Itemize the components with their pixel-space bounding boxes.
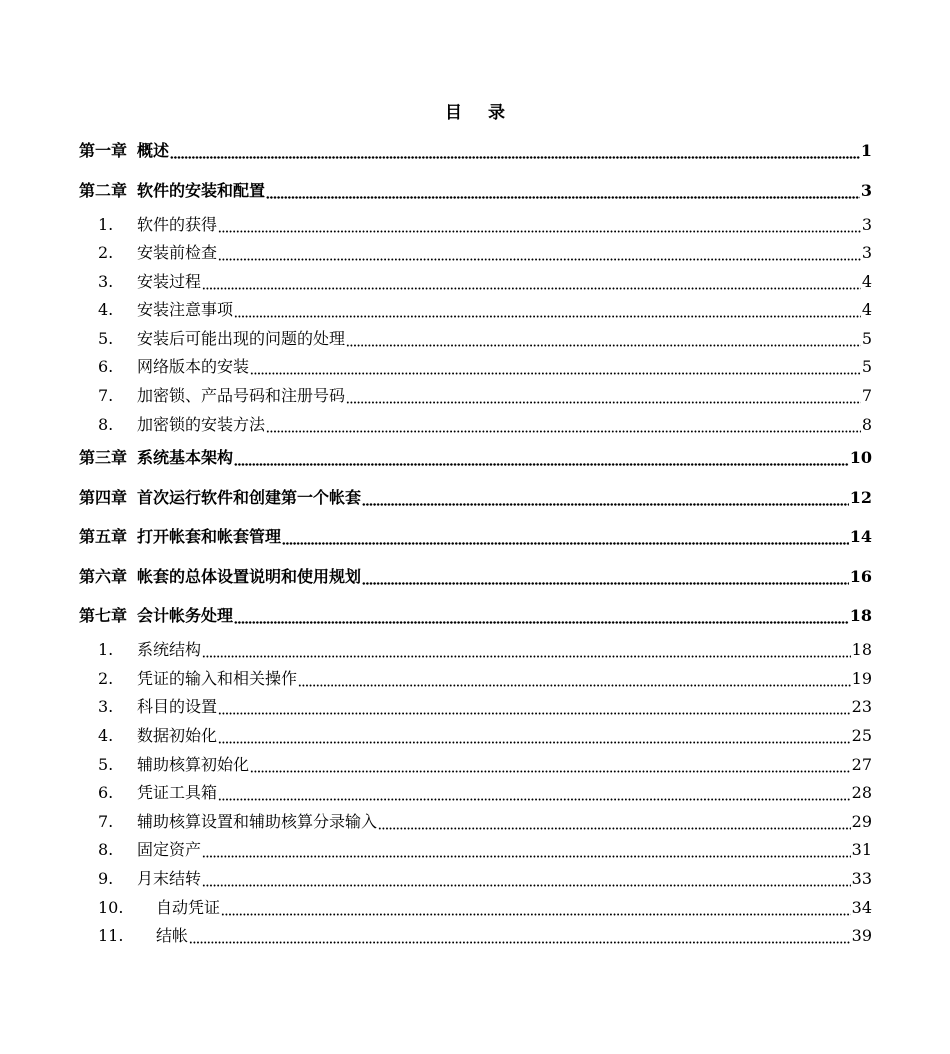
toc-section-entry[interactable] [79,326,872,355]
section-number: 2. [98,243,114,263]
toc-section-entry[interactable] [79,212,872,241]
page-number: 34 [851,897,872,917]
toc-section-entry[interactable] [79,723,872,752]
section-number: 5. [98,328,114,348]
entry-title: 凭证的输入和相关操作 [137,668,298,688]
page-number: 19 [851,668,872,688]
toc-section-entry[interactable] [79,637,872,666]
page-number: 5 [861,357,872,377]
dot-leader [362,569,849,585]
section-number: 3. [98,271,114,291]
page-number: 8 [861,414,872,434]
page-number: 4 [861,300,872,320]
page-number: 25 [851,726,872,746]
dot-leader [298,671,851,687]
entry-title: 凭证工具箱 [137,783,218,803]
page-number: 27 [851,754,872,774]
page-number: 23 [851,697,872,717]
chapter-label: 第三章 [79,448,128,468]
dot-leader [202,642,851,658]
entry-title: 帐套的总体设置说明和使用规划 [137,566,362,586]
toc-section-entry[interactable] [79,694,872,723]
entry-title: 系统基本架构 [137,448,234,468]
toc-section-entry[interactable] [79,412,872,441]
toc-chapter-entry[interactable] [79,485,872,509]
section-number: 3. [98,697,114,717]
entry-title: 会计帐务处理 [137,606,234,626]
entry-title: 安装注意事项 [137,300,234,320]
toc-section-entry[interactable] [79,240,872,269]
page-number: 16 [849,566,872,586]
page-number: 10 [849,448,872,468]
toc-section-entry[interactable] [79,752,872,781]
page-number: 29 [851,811,872,831]
dot-leader [218,728,851,744]
chapter-label: 第五章 [79,527,128,547]
entry-title: 固定资产 [137,840,202,860]
section-number: 6. [98,783,114,803]
entry-title: 软件的获得 [137,214,218,234]
page-number: 39 [851,926,872,946]
section-number: 7. [98,811,114,831]
toc-section-entry[interactable] [79,809,872,838]
dot-leader [250,757,851,773]
page-number: 12 [849,487,872,507]
section-number: 7. [98,386,114,406]
dot-leader [218,785,851,801]
page-number: 31 [851,840,872,860]
chapter-label: 第七章 [79,606,128,626]
entry-title: 月末结转 [137,869,202,888]
toc-title: 目 录 [445,103,515,123]
entry-title: 自动凭证 [156,897,221,917]
entry-title: 概述 [137,141,170,160]
entry-title: 系统结构 [137,640,202,660]
page-number: 3 [860,180,872,200]
entry-title: 安装前检查 [137,243,218,263]
page-number: 33 [851,869,872,888]
page-number: 5 [861,328,872,348]
dot-leader [202,274,861,290]
toc-section-entry[interactable] [79,354,872,383]
entry-title: 软件的安装和配置 [137,180,266,200]
toc-section-entry[interactable] [79,866,872,895]
dot-leader [250,359,861,375]
chapter-label: 第二章 [79,180,128,200]
page-number: 4 [861,271,872,291]
entry-title: 安装过程 [137,271,202,291]
entry-title: 辅助核算初始化 [137,754,250,774]
dot-leader [221,900,851,916]
toc-section-entry[interactable] [79,269,872,298]
section-number: 11. [98,926,124,946]
toc-chapter-entry[interactable] [79,564,872,588]
toc-chapter-entry[interactable] [79,524,872,548]
dot-leader [234,450,849,466]
dot-leader [282,529,849,545]
dot-leader [218,217,861,233]
entry-title: 网络版本的安装 [137,357,250,377]
table-of-contents [79,138,872,952]
section-number: 8. [98,414,114,434]
dot-leader [346,331,861,347]
section-number: 9. [98,869,114,888]
page-number: 14 [849,527,872,547]
dot-leader [170,143,860,159]
toc-chapter-entry[interactable] [79,445,872,469]
entry-title: 安装后可能出现的问题的处理 [137,328,346,348]
section-number: 2. [98,668,114,688]
page-number: 28 [851,783,872,803]
dot-leader [378,814,851,830]
toc-section-entry[interactable] [79,780,872,809]
dot-leader [346,388,861,404]
entry-title: 结帐 [156,926,189,946]
dot-leader [202,871,851,887]
dot-leader [218,245,861,261]
dot-leader [234,608,849,624]
page-number: 18 [851,640,872,660]
page-number: 3 [861,243,872,263]
entry-title: 打开帐套和帐套管理 [137,527,282,547]
section-number: 10. [98,897,124,917]
dot-leader [202,842,851,858]
entry-title: 科目的设置 [137,697,218,717]
toc-section-entry[interactable] [79,383,872,412]
section-number: 1. [98,640,114,660]
chapter-label: 第一章 [79,141,128,160]
dot-leader [234,302,861,318]
toc-section-entry[interactable] [79,923,872,952]
dot-leader [218,699,851,715]
entry-title: 辅助核算设置和辅助核算分录输入 [137,811,378,831]
dot-leader [266,183,860,199]
section-number: 8. [98,840,114,860]
page-number: 7 [861,386,872,406]
section-number: 4. [98,726,114,746]
chapter-label: 第四章 [79,487,128,507]
section-number: 6. [98,357,114,377]
entry-title: 加密锁、产品号码和注册号码 [137,386,346,406]
chapter-label: 第六章 [79,566,128,586]
entry-title: 首次运行软件和创建第一个帐套 [137,487,362,507]
page-number: 3 [861,214,872,234]
toc-section-entry[interactable] [79,666,872,695]
section-number: 1. [98,214,114,234]
toc-section-entry[interactable] [79,895,872,924]
toc-section-entry[interactable] [79,297,872,326]
entry-title: 加密锁的安装方法 [137,414,266,434]
dot-leader [266,417,861,433]
toc-chapter-entry[interactable] [79,178,872,202]
toc-chapter-entry[interactable] [79,138,872,162]
dot-leader [189,928,851,944]
page-number: 1 [860,141,872,160]
toc-section-entry[interactable] [79,837,872,866]
dot-leader [362,490,849,506]
toc-chapter-entry[interactable] [79,603,872,627]
page-number: 18 [849,606,872,626]
section-number: 5. [98,754,114,774]
entry-title: 数据初始化 [137,726,218,746]
section-number: 4. [98,300,114,320]
